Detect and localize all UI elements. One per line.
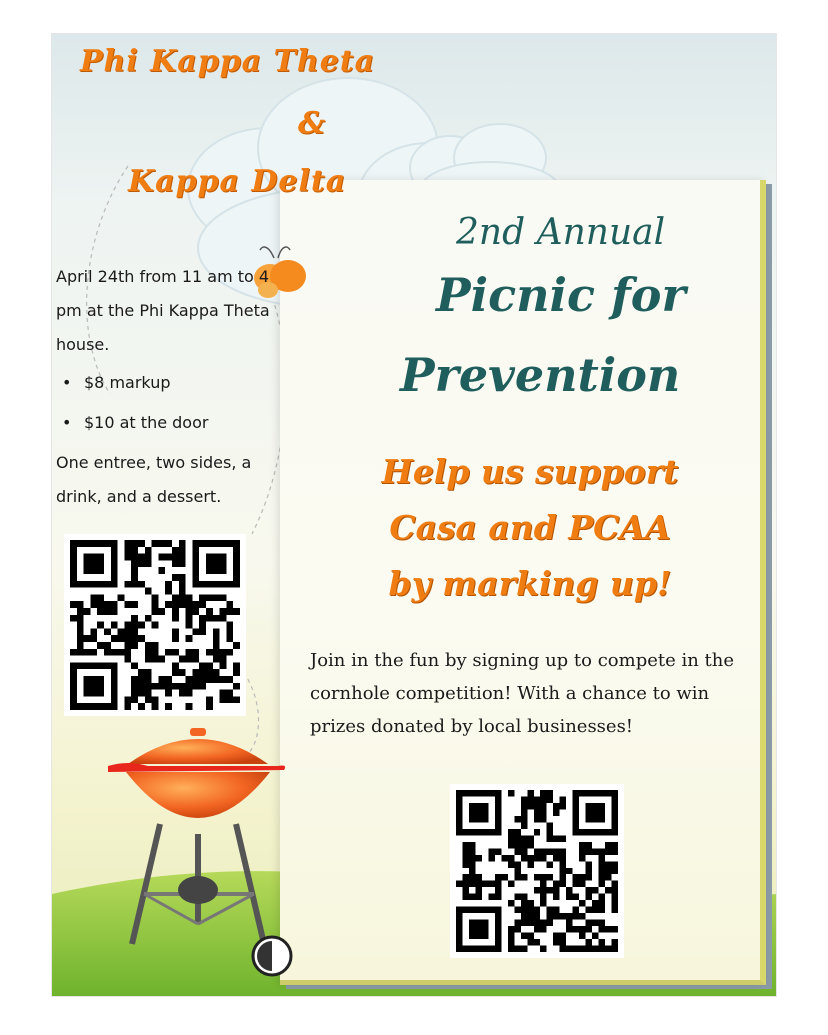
event-details: [56, 260, 286, 514]
qr-code-icon[interactable]: [450, 784, 624, 958]
support-appeal: [320, 444, 740, 612]
grill-icon: [108, 724, 348, 954]
org-name-1: Phi Kappa Theta: [80, 44, 376, 79]
appeal-line2: Casa and PCAA: [389, 508, 671, 547]
ampersand: &: [298, 106, 327, 141]
event-title-line1: Picnic for: [436, 268, 686, 322]
dial-icon: [250, 934, 294, 978]
price-list: [56, 366, 286, 440]
cornhole-info: Join in the fun by signing up to compete in the cornhole competition! With a chance to win prizes donated by local businesses!: [310, 650, 735, 737]
org-name-2: Kappa Delta: [128, 164, 347, 199]
event-date-location: April 24th from 11 am to 4 pm at the Phi Kappa Theta house.: [56, 267, 270, 354]
meal-description: One entree, two sides, a drink, and a dessert.: [56, 453, 252, 506]
edition-label: 2nd Annual: [456, 212, 666, 253]
price-markup: • $8 markup: [56, 366, 286, 400]
appeal-line1: Help us support: [381, 452, 679, 491]
price-door: • $10 at the door: [56, 406, 286, 440]
qr-code-icon[interactable]: [64, 534, 246, 716]
event-title-line2: Prevention: [400, 348, 681, 402]
appeal-line3: by marking up!: [388, 564, 672, 603]
flyer-poster: [52, 34, 776, 996]
